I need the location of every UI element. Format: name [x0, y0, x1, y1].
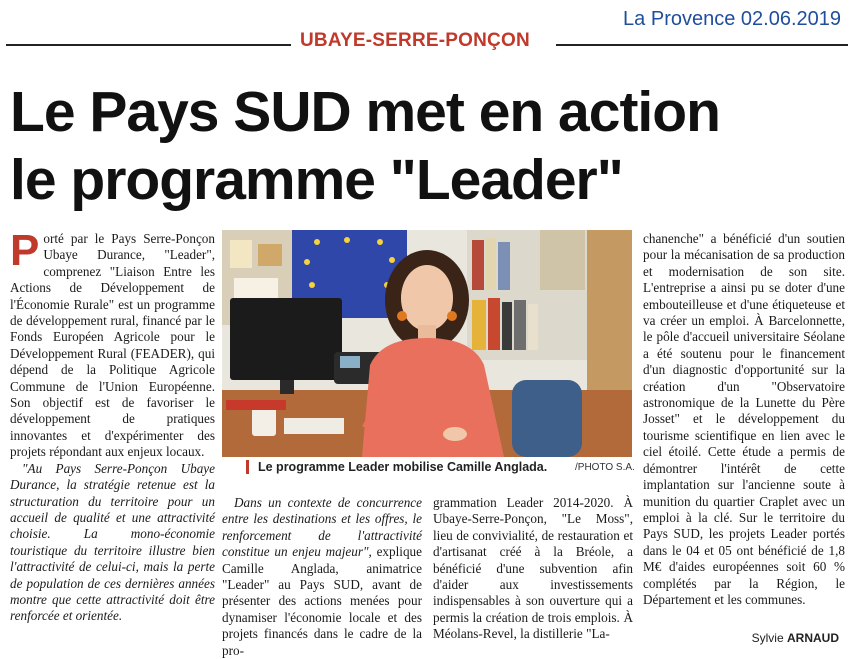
article-column-4	[643, 231, 845, 608]
drop-cap: P	[10, 226, 40, 275]
paragraph-intro-text: orté par le Pays Serre-Ponçon Ubaye Durance, "Leader", comprenez "Liaison Entre les Actions de Développement de l'Économie Rurale" est un programme de développement rural, financé par le Fonds Européen Agricole pour le Développement Rural (FEADER), qui dépend de la Politique Agricole Commune de l'Union Européenne. Son objectif est de favoriser le développement de pratiques innovantes et d'expérimenter des projets répondant aux enjeux locaux.	[10, 231, 215, 460]
paragraph-context-quote: Dans un contexte de concurrence entre les destinations et les offres, le renforcement de l'attractivité constitue un enjeu majeur",	[222, 495, 422, 560]
article-column-1	[10, 226, 215, 625]
paragraph-intro	[10, 226, 215, 461]
paragraph-projects-2: chanenche" a bénéficié d'un soutien pour la mécanisation de sa production et modernisation de son site. L'entreprise a ainsi pu se doter d'une embouteilleuse et d'une étiqueteuse et va créer un emploi. À Barcelonnette, le pôle d'accueil universitaire Séolane a été soutenu pour le financement d'un diagnostic d'opportunité sur la création d'un "Observatoire astronomique de la Lunette du Père Josset" et le développement du tourisme scientifique en lien avec le ciel étoilé. Cette étude a permis de démontrer l'intérêt de cette implantation sur l'ancienne soute à munition du quartier Craplet avec un emploi à la clé. Sur le territoire du Pays SUD, les projets Leader portés dans le 04 et 05 ont bénéficié de 1,8 M€ d'aides européennes soit 60 % complétés par la Région, le Département et les communes.	[643, 231, 845, 607]
paragraph-context-text: explique Camille Anglada, animatrice "Leader" au Pays SUD, avant de présenter des actions menées pour dynamiser l'économie locale et des projets financés dans le cadre de la pro-	[222, 544, 422, 658]
rubric-rule-right	[556, 44, 848, 46]
article-column-2	[222, 495, 422, 659]
article-headline	[10, 78, 850, 214]
article-column-3	[433, 495, 633, 643]
headline-line-1: Le Pays SUD met en action	[10, 80, 720, 144]
paragraph-projects-1: grammation Leader 2014-2020. À Ubaye-Serre-Ponçon, "Le Moss", lieu de convivialité, de restauration et d'artisanat créé à la Bréole, a bénéficié d'une subvention afin d'aider aux investissements indispensables à son ouverture qui a permis la création de trois emplois. À Méolans-Revel, la distillerie "La-	[433, 495, 633, 642]
photo-caption: Le programme Leader mobilise Camille Anglada.	[258, 460, 548, 474]
author-first-name: Sylvie	[751, 631, 784, 645]
article-photo	[222, 230, 632, 457]
headline-line-2: le programme "Leader"	[10, 148, 623, 212]
photo-camille-anglada	[222, 230, 632, 457]
section-rubric: UBAYE-SERRE-PONÇON	[300, 30, 530, 51]
paragraph-quote: "Au Pays Serre-Ponçon Ubaye Durance, la stratégie retenue est la structuration du territoire pour un accueil de qualité et une attractivité choisie. La mono-économie touristique du territoire illustre bien l'attractivité de celui-ci, mais la perte de population de ces dernières années montre que cette attractivité doit être renforcée et orientée.	[10, 460, 215, 624]
caption-marker	[246, 460, 249, 474]
author-byline	[752, 631, 839, 645]
photo-credit: /PHOTO S.A.	[575, 462, 635, 473]
rubric-rule-left	[6, 44, 291, 46]
paragraph-context	[222, 495, 422, 659]
author-last-name: ARNAUD	[787, 631, 839, 645]
newspaper-source-date: La Provence 02.06.2019	[623, 8, 841, 30]
